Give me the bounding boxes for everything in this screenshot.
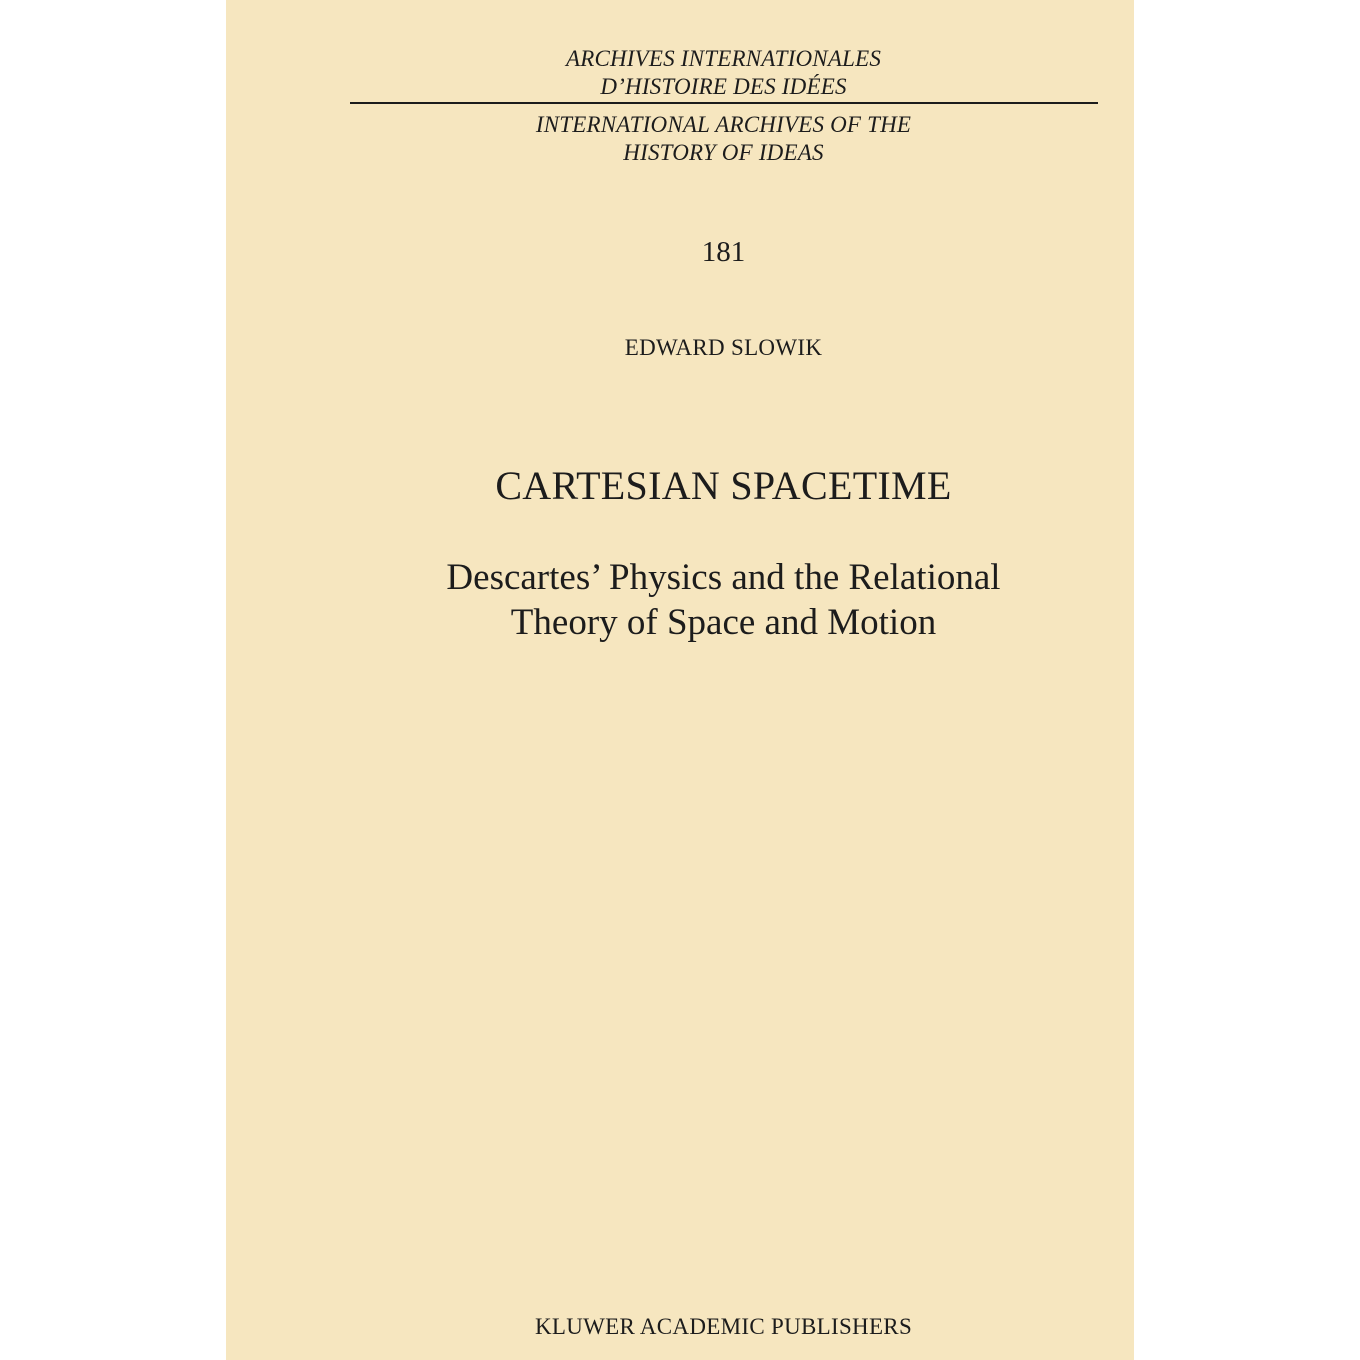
subtitle-line-1: Descartes’ Physics and the Relational	[446, 557, 1001, 598]
book-subtitle	[226, 555, 1221, 645]
series-english-line-2: HISTORY OF IDEAS	[623, 140, 824, 165]
series-french-line-2: D’HISTOIRE DES IDÉES	[600, 74, 847, 99]
book-cover	[226, 0, 1134, 1360]
series-french-line-1: ARCHIVES INTERNATIONALES	[565, 46, 882, 71]
series-divider	[350, 102, 1098, 104]
author-name: EDWARD SLOWIK	[624, 335, 823, 360]
subtitle-line-2: Theory of Space and Motion	[510, 602, 937, 643]
series-title-english	[226, 111, 1221, 167]
publisher-name: KLUWER ACADEMIC PUBLISHERS	[534, 1314, 913, 1339]
book-title: CARTESIAN SPACETIME	[495, 463, 952, 508]
series-english-line-1: INTERNATIONAL ARCHIVES OF THE	[535, 112, 912, 137]
volume-number: 181	[701, 236, 746, 268]
series-title-french	[226, 45, 1221, 101]
